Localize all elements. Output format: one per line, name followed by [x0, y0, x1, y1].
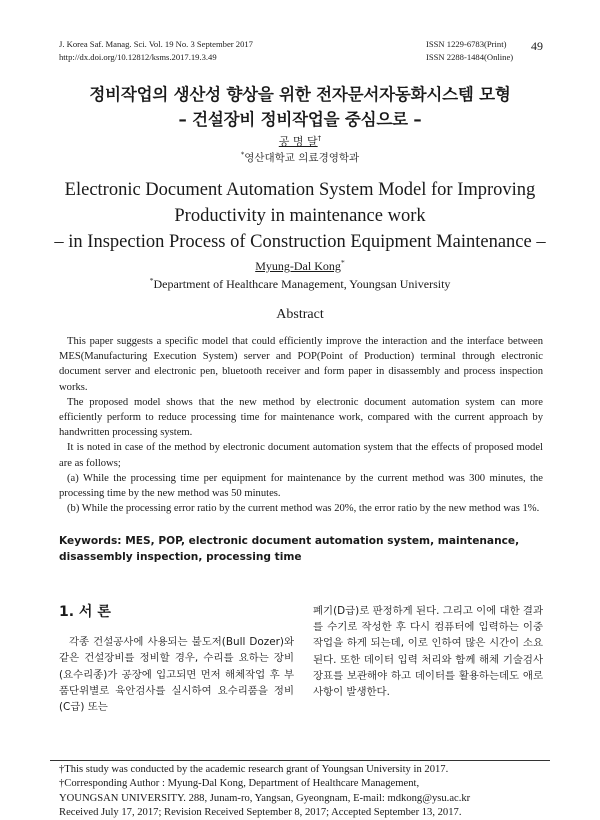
page-number: 49	[531, 39, 543, 53]
korean-affiliation-mark: *	[240, 150, 245, 159]
abstract-paragraph: (b) While the processing error ratio by the current method was 20%, the error ratio by the new method was 1%.	[67, 503, 540, 515]
korean-affiliation-text: 영산대학교 의료경영학과	[244, 152, 360, 164]
english-affiliation-mark: *	[149, 276, 154, 285]
english-affiliation-text: Department of Healthcare Management, Youngsan University	[153, 277, 451, 291]
footnote-funding: †This study was conducted by the academic research grant of Youngsan University in 2017.	[59, 764, 449, 775]
abstract-heading: Abstract	[276, 307, 324, 322]
doi-link[interactable]: http://dx.doi.org/10.12812/ksms.2017.19.3.49	[59, 52, 217, 62]
section-heading-introduction: 1. 서 론	[59, 604, 111, 620]
footnote-divider	[50, 760, 550, 761]
abstract-paragraph: (a) While the processing time per equipment for maintenance by the current method was 300 minutes, the processing time by the new method was 50 minutes.	[59, 472, 543, 500]
footnote-corresponding: †Corresponding Author : Myung-Dal Kong, Department of Healthcare Management,	[59, 778, 420, 790]
english-title-line3: – in Inspection Process of Construction Equipment Maintenance –	[54, 232, 546, 252]
body-paragraph: 폐기(D급)로 판정하게 된다. 그리고 이에 대한 결과를 수기로 작성한 후 다시 컴퓨터에 입력하는 이중 작업을 하게 되는데, 이로 인하여 많은 시간이 소요된다. 또한 데이터 입력 처리와 함께 해체 기술검사 장표를 보관해야 하고 데이터를 활용하는데도 애로사항이 발생한다.	[313, 605, 543, 699]
korean-affiliation	[0, 150, 600, 165]
footnote-address: YOUNGSAN UNIVERSITY. 288, Junam-ro, Yangsan, Gyeongnam, E-mail: mdkong@ysu.ac.kr	[59, 792, 471, 804]
issn-online: ISSN 2288-1484(Online)	[426, 52, 514, 62]
korean-title-line1: 정비작업의 생산성 향상을 위한 전자문서자동화시스템 모형	[89, 85, 511, 104]
korean-title-line2: – 건설장비 정비작업을 중심으로 –	[178, 110, 422, 129]
keywords-list: MES, POP, electronic document automation system, maintenance, disassembly inspection, processing time	[59, 535, 520, 563]
keywords-label: Keywords:	[59, 535, 122, 547]
body-paragraph: 각종 건설공사에 사용되는 불도저(Bull Dozer)와 같은 건설장비를 정비할 경우, 수리를 요하는 장비(요수리종)가 공장에 입고되면 먼저 해체작업 후 부품단위별로 육안검사를 실시하여 요수리품을 정비(C급) 또는	[59, 636, 294, 714]
english-author	[0, 258, 600, 274]
abstract-paragraph: The proposed model shows that the new method by electronic document automation system can more efficiently perform to reduce processing time for maintenance work, compared with the current approach by handwritten processing system.	[59, 396, 543, 439]
english-author-mark: *	[340, 258, 345, 267]
abstract-body	[59, 334, 543, 516]
keywords	[59, 534, 543, 565]
korean-author-name: 공 명 달	[278, 135, 318, 148]
abstract-paragraph: It is noted in case of the method by electronic document automation system that the effects of proposed model are as follows;	[59, 442, 543, 469]
issn-block	[426, 38, 513, 64]
korean-author-mark: †	[317, 133, 322, 143]
footnote-dates: Received July 17, 2017; Revision Received September 8, 2017; Accepted September 13, 2017.	[59, 806, 462, 818]
issn-print: ISSN 1229-6783(Print)	[426, 39, 507, 49]
journal-citation: J. Korea Saf. Manag. Sci. Vol. 19 No. 3 September 2017	[59, 39, 253, 49]
english-title-line2: Productivity in maintenance work	[174, 206, 426, 226]
english-affiliation	[0, 276, 600, 292]
english-author-name: Myung-Dal Kong	[255, 259, 341, 273]
english-title-line1: Electronic Document Automation System Model for Improving	[64, 180, 536, 200]
body-right-column	[313, 603, 543, 700]
footnotes	[59, 763, 543, 820]
korean-author	[0, 133, 600, 149]
body-left-column	[59, 634, 294, 715]
abstract-paragraph: This paper suggests a specific model that could efficiently improve the interaction and the interface between MES(Manufacturing Execution System) server and POP(Point of Production) terminal through electronic document server and electronic pen, bluetooth receiver and form paper in disassembly and process inspection works.	[59, 336, 543, 393]
journal-header	[59, 38, 253, 64]
